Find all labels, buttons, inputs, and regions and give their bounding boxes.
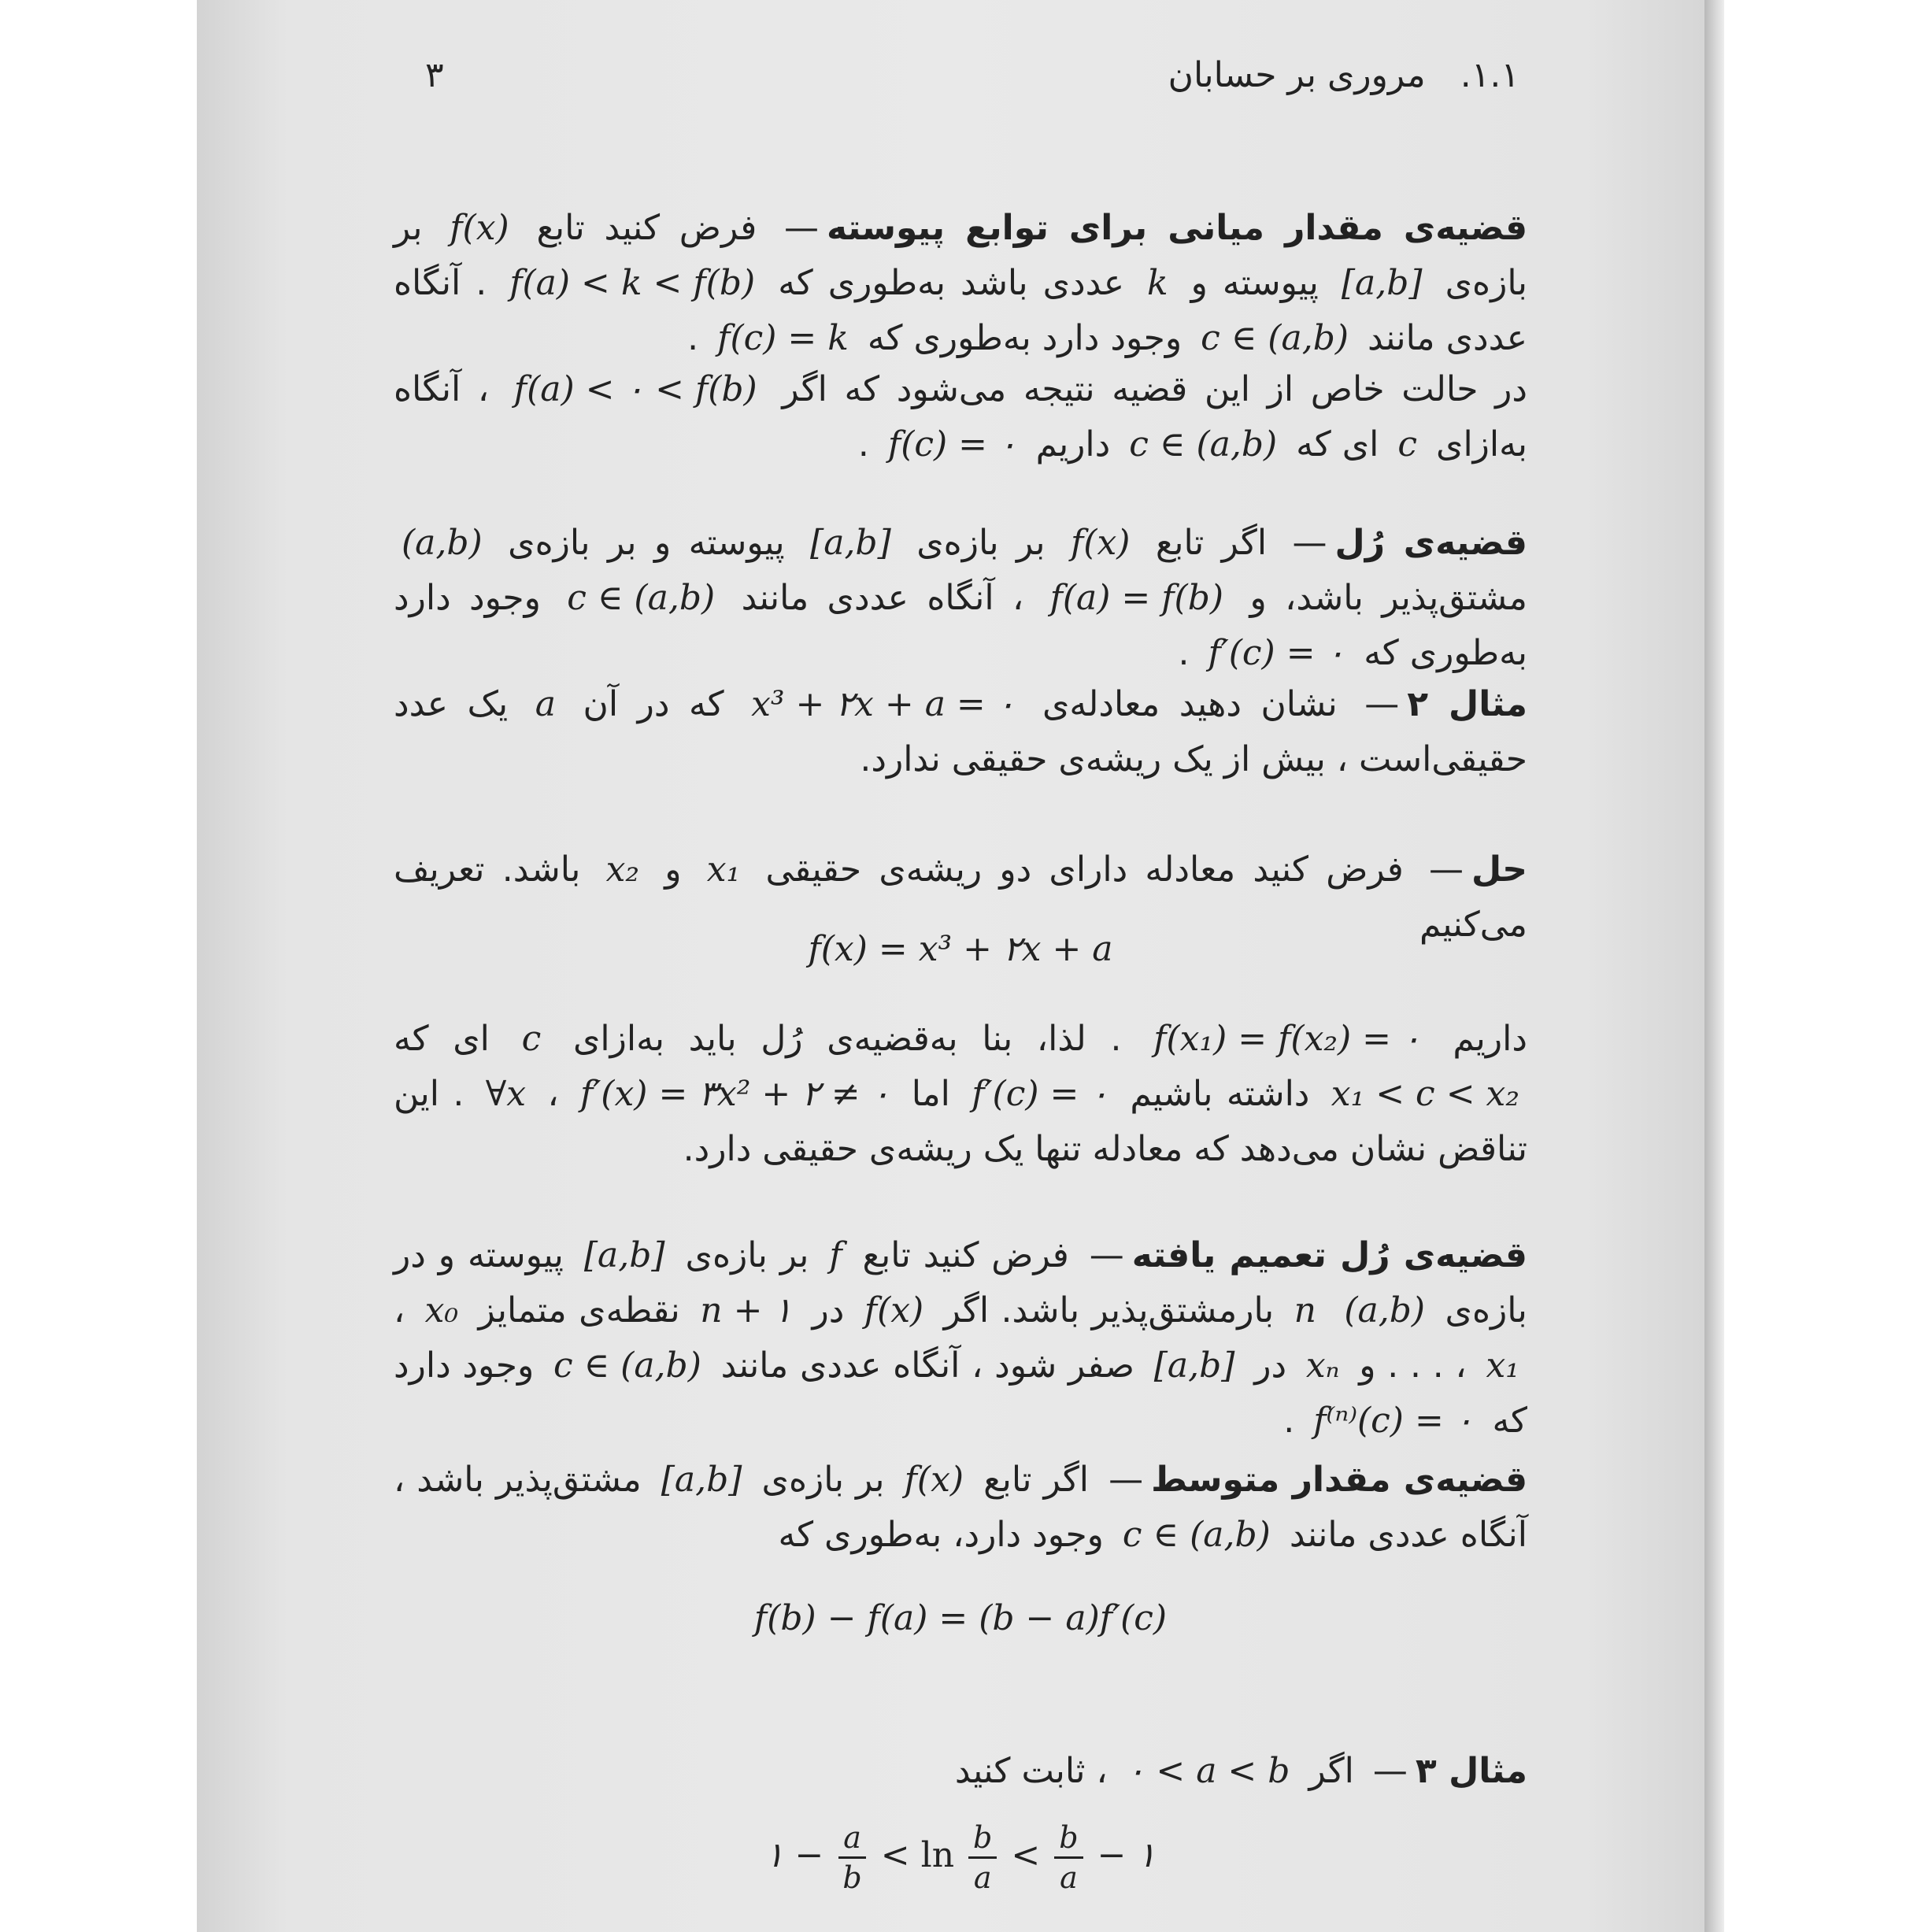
text: اما bbox=[911, 1074, 950, 1114]
running-head bbox=[378, 55, 1519, 118]
math: c bbox=[1397, 424, 1418, 464]
math: n + ۱ bbox=[700, 1290, 793, 1331]
mvt-display-equation: f(b) − f(a) = (b − a)f′(c) bbox=[753, 1598, 1168, 1638]
math: f(a) = f(b) bbox=[1049, 578, 1224, 618]
text: که در آن bbox=[583, 684, 724, 724]
text: ، آنگاه عددی مانند bbox=[741, 578, 1024, 618]
text: . آنگاه عددی مانند bbox=[394, 263, 1527, 358]
section-number: ۱.۱. bbox=[1460, 55, 1519, 95]
math: c bbox=[521, 1019, 542, 1059]
text: یک عدد حقیقی‌است ، بیش از یک ریشه‌ی حقیقی ندارد. bbox=[394, 684, 1527, 779]
text: ، bbox=[394, 1290, 405, 1331]
text: صفر شود ، آنگاه عددی مانند bbox=[720, 1345, 1134, 1386]
math: f(x) bbox=[864, 1290, 924, 1331]
text: ای که bbox=[394, 1019, 490, 1059]
solution-paragraph: حل— فرض کنید معادله دارای دو ریشه‌ی حقیقی x₁ و x₂ باشد. تعریف می‌کنیم bbox=[394, 842, 1527, 953]
text: ، ثابت کنید bbox=[954, 1751, 1108, 1791]
rolle-title: قضیه‌ی رُل bbox=[1334, 523, 1527, 563]
text: فرض کنید معادله دارای دو ریشه‌ی حقیقی bbox=[765, 849, 1404, 890]
section-title: مروری بر حسابان bbox=[1168, 55, 1426, 95]
math: c ∈ (a,b) bbox=[1122, 1515, 1271, 1555]
math: x₁ bbox=[1486, 1345, 1519, 1386]
math: c ∈ (a,b) bbox=[1129, 424, 1278, 464]
text: پیوسته و در بازه‌ی bbox=[394, 1235, 1527, 1331]
text: مشتق‌پذیر باشد ، آنگاه عددی مانند bbox=[394, 1460, 1527, 1555]
text: بر بازه‌ی bbox=[916, 523, 1046, 563]
math: (a,b) bbox=[1344, 1290, 1426, 1331]
operator: < bbox=[880, 1835, 910, 1875]
example2-title: مثال ۲ bbox=[1407, 684, 1527, 724]
math: (a,b) bbox=[402, 523, 483, 563]
text: ای که bbox=[1296, 424, 1379, 464]
text: مشتق‌پذیر باشد، و bbox=[1249, 578, 1527, 618]
math: f(c) = k bbox=[717, 318, 849, 358]
denominator: a bbox=[973, 1860, 992, 1895]
text: بر بازه‌ی bbox=[685, 1235, 809, 1275]
number: ۱ bbox=[1137, 1835, 1157, 1875]
math: f′(c) = ۰ bbox=[972, 1074, 1109, 1114]
solution-title: حل bbox=[1471, 849, 1527, 890]
text: عددی باشد به‌طوری که bbox=[778, 263, 1124, 303]
mvt-title: قضیه‌ی مقدار متوسط bbox=[1151, 1460, 1527, 1500]
solution-display-equation: f(x) = x³ + ۲x + a bbox=[808, 929, 1113, 969]
math: x₂ bbox=[605, 849, 640, 890]
text: باشد. تعریف می‌کنیم bbox=[394, 849, 1527, 945]
operator: < bbox=[1011, 1835, 1041, 1875]
text: . bbox=[1178, 633, 1190, 673]
math: f bbox=[829, 1235, 842, 1275]
math: c ∈ (a,b) bbox=[567, 578, 716, 618]
ivt-title: قضیه‌ی مقدار میانی برای توابع پیوسته bbox=[827, 208, 1527, 248]
denominator: b bbox=[842, 1860, 862, 1895]
text: پیوسته و بر بازه‌ی bbox=[508, 523, 785, 563]
numerator: b bbox=[1054, 1819, 1083, 1859]
page-edge-shadow bbox=[1704, 0, 1724, 1932]
math: [a,b] bbox=[1341, 263, 1423, 303]
text: بارمشتق‌پذیر باشد. اگر bbox=[943, 1290, 1275, 1331]
text: . bbox=[1283, 1401, 1295, 1441]
text: وجود دارد به‌طوری که bbox=[867, 318, 1183, 358]
math: [a,b] bbox=[810, 523, 891, 563]
numerator: a bbox=[838, 1819, 866, 1859]
ivt-paragraph: قضیه‌ی مقدار میانی برای توابع پیوسته— فرض کنید تابع f(x) بر بازه‌ی [a,b] پیوسته و k عددی باشد به‌طوری که f(a) < k < f(b) . آنگاه عددی مانند c ∈ (a,b) وجود دارد به‌طوری که f(c) = k . bbox=[394, 201, 1527, 366]
math: f′(x) = ۳x² + ۲ ≠ ۰ bbox=[580, 1074, 890, 1114]
fraction bbox=[838, 1819, 866, 1897]
text: نقطه‌ی متمایز bbox=[478, 1290, 680, 1331]
math: a bbox=[535, 684, 556, 724]
math: f(x₁) = f(x₂) = ۰ bbox=[1153, 1019, 1421, 1059]
text: اگر تابع bbox=[983, 1460, 1090, 1500]
ivt-special-paragraph bbox=[394, 362, 1527, 472]
text: . bbox=[687, 318, 699, 358]
math: f(a) < ۰ < f(b) bbox=[513, 369, 757, 409]
math: ۰ < a < b bbox=[1126, 1751, 1290, 1791]
math: [a,b] bbox=[661, 1460, 742, 1500]
math: [a,b] bbox=[1153, 1345, 1235, 1386]
text: فرض کنید تابع bbox=[862, 1235, 1069, 1275]
generalized-rolle-title: قضیه‌ی رُل تعمیم یافته bbox=[1131, 1235, 1527, 1275]
math: f(a) < k < f(b) bbox=[509, 263, 756, 303]
example3-title: مثال ۳ bbox=[1415, 1751, 1527, 1791]
text: وجود دارد به‌طوری که bbox=[394, 578, 1527, 673]
numerator: b bbox=[968, 1819, 997, 1859]
text: فرض کنید تابع bbox=[536, 208, 757, 248]
text: پیوسته و bbox=[1190, 263, 1319, 303]
text: بر بازه‌ی bbox=[394, 208, 1527, 303]
math: x₀ bbox=[424, 1290, 459, 1331]
text: در حالت خاص از این قضیه نتیجه می‌شود که اگر bbox=[782, 369, 1527, 409]
text: و bbox=[664, 849, 682, 890]
math: f(x) bbox=[450, 208, 509, 248]
math: n bbox=[1294, 1290, 1316, 1331]
math: x₁ bbox=[706, 849, 741, 890]
math: k bbox=[1146, 263, 1168, 303]
math: x₁ < c < x₂ bbox=[1331, 1074, 1519, 1114]
text: نشان دهید معادله‌ی bbox=[1042, 684, 1338, 724]
text: . این تناقض نشان می‌دهد که معادله تنها یک ریشه‌ی حقیقی دارد. bbox=[394, 1074, 1527, 1169]
math: f′(c) = ۰ bbox=[1208, 633, 1345, 673]
math: ∀x bbox=[485, 1074, 527, 1114]
number: ۱ bbox=[764, 1835, 784, 1875]
math: f(x) bbox=[904, 1460, 964, 1500]
fraction bbox=[968, 1819, 997, 1897]
page-number: ۳ bbox=[425, 55, 444, 95]
math: [a,b] bbox=[583, 1235, 665, 1275]
text: داریم bbox=[1035, 424, 1111, 464]
math: f(x) bbox=[1071, 523, 1131, 563]
text: وجود دارد، به‌طوری که bbox=[778, 1515, 1104, 1555]
math: c ∈ (a,b) bbox=[1201, 318, 1349, 358]
math: x³ + ۲x + a = ۰ bbox=[751, 684, 1016, 724]
math: xₙ bbox=[1305, 1345, 1340, 1386]
text: در bbox=[812, 1290, 845, 1331]
example3-inequality bbox=[394, 1819, 1527, 1897]
example3-paragraph: مثال ۳— اگر ۰ < a < b ، ثابت کنید bbox=[394, 1744, 1527, 1799]
text: داشته باشیم bbox=[1130, 1074, 1310, 1114]
text: داریم bbox=[1453, 1019, 1527, 1059]
example2-paragraph: مثال ۲— نشان دهید معادله‌ی x³ + ۲x + a = ۰ که در آن a یک عدد حقیقی‌است ، بیش از یک ریشه‌ی حقیقی ندارد. bbox=[394, 677, 1527, 787]
math: f⁽ⁿ⁾(c) = ۰ bbox=[1313, 1401, 1474, 1441]
generalized-rolle-paragraph: قضیه‌ی رُل تعمیم یافته— فرض کنید تابع f بر بازه‌ی [a,b] پیوسته و در بازه‌ی (a,b) n بارمشتق‌پذیر باشد. اگر f(x) در n + ۱ نقطه‌ی متمایز x₀ ، x₁ ، . . . و xₙ در [a,b] صفر شود ، آنگاه عددی مانند c ∈ (a,b) وجود دارد که f⁽ⁿ⁾(c) = ۰ . bbox=[394, 1228, 1527, 1449]
text: وجود دارد که bbox=[394, 1345, 1527, 1441]
text: ، آنگاه به‌ازای bbox=[394, 369, 1527, 464]
text: در bbox=[1254, 1345, 1287, 1386]
text: . لذا، بنا به‌قضیه‌ی رُل باید به‌ازای bbox=[572, 1019, 1122, 1059]
text: ، bbox=[547, 1074, 559, 1114]
solution-continuation bbox=[394, 1012, 1527, 1177]
rolle-paragraph: قضیه‌ی رُل— اگر تابع f(x) بر بازه‌ی [a,b] پیوسته و بر بازه‌ی (a,b) مشتق‌پذیر باشد، و f(a) = f(b) ، آنگاه عددی مانند c ∈ (a,b) وجود دارد به‌طوری که f′(c) = ۰ . bbox=[394, 516, 1527, 681]
math: f(c) = ۰ bbox=[887, 424, 1017, 464]
math: c ∈ (a,b) bbox=[553, 1345, 701, 1386]
denominator: a bbox=[1060, 1860, 1078, 1895]
ln-function: ln bbox=[920, 1835, 955, 1875]
operator: − bbox=[794, 1835, 824, 1875]
text: اگر تابع bbox=[1155, 523, 1268, 563]
fraction bbox=[1054, 1819, 1083, 1897]
mvt-paragraph: قضیه‌ی مقدار متوسط— اگر تابع f(x) بر بازه‌ی [a,b] مشتق‌پذیر باشد ، آنگاه عددی مانند c ∈ (a,b) وجود دارد، به‌طوری که bbox=[394, 1453, 1527, 1563]
text: ، . . . و bbox=[1359, 1345, 1467, 1386]
text: اگر bbox=[1308, 1751, 1354, 1791]
text: . bbox=[857, 424, 869, 464]
operator: − bbox=[1097, 1835, 1127, 1875]
text: بر بازه‌ی bbox=[761, 1460, 885, 1500]
